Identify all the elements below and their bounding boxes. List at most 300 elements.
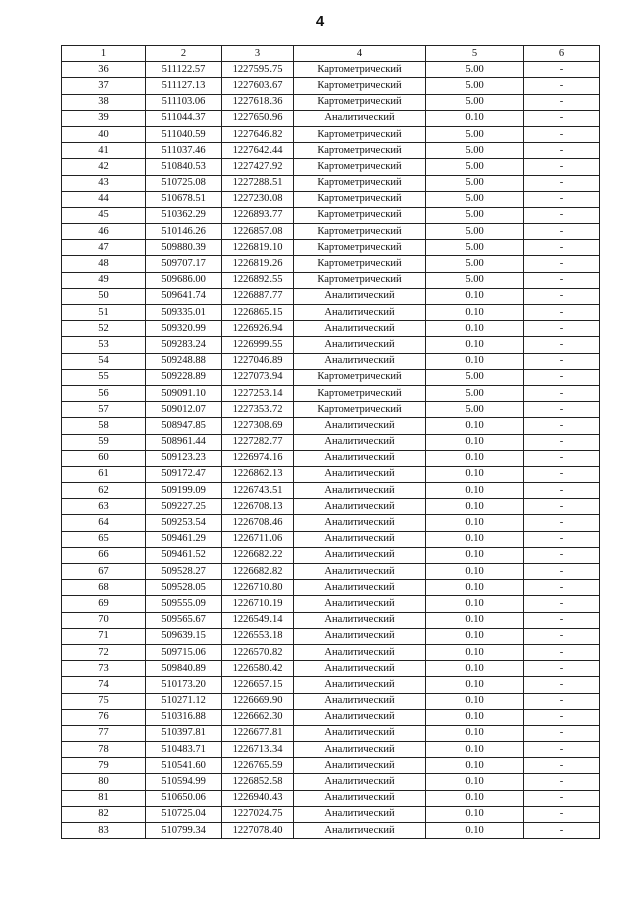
table-row <box>62 806 600 822</box>
table-cell: - <box>524 742 600 758</box>
table-cell: 0.10 <box>426 564 524 580</box>
table-cell: Аналитический <box>294 758 426 774</box>
table-cell: Картометрический <box>294 78 426 94</box>
table-cell: Аналитический <box>294 466 426 482</box>
table-row <box>62 94 600 110</box>
table-row <box>62 725 600 741</box>
table-cell: - <box>524 644 600 660</box>
table-cell: 509199.09 <box>146 483 222 499</box>
table-cell: Картометрический <box>294 207 426 223</box>
table-cell: - <box>524 94 600 110</box>
table-cell: - <box>524 628 600 644</box>
table-cell: 510362.29 <box>146 207 222 223</box>
table-cell: 509686.00 <box>146 272 222 288</box>
table-row <box>62 62 600 78</box>
table-cell: 5.00 <box>426 385 524 401</box>
table-cell: 78 <box>62 742 146 758</box>
table-cell: 5.00 <box>426 126 524 142</box>
table-cell: 38 <box>62 94 146 110</box>
table-cell: Аналитический <box>294 693 426 709</box>
table-cell: 1226819.10 <box>222 240 294 256</box>
table-cell: 82 <box>62 806 146 822</box>
table-cell: 66 <box>62 547 146 563</box>
table-cell: 5.00 <box>426 272 524 288</box>
table-row <box>62 418 600 434</box>
table-cell: Аналитический <box>294 531 426 547</box>
table-cell: 81 <box>62 790 146 806</box>
table-cell: 0.10 <box>426 709 524 725</box>
table-cell: - <box>524 110 600 126</box>
table-cell: 0.10 <box>426 580 524 596</box>
table-row <box>62 385 600 401</box>
table-cell: 509172.47 <box>146 466 222 482</box>
table-cell: 0.10 <box>426 644 524 660</box>
table-cell: Аналитический <box>294 580 426 596</box>
table-row <box>62 175 600 191</box>
table-row <box>62 644 600 660</box>
table-cell: 510594.99 <box>146 774 222 790</box>
table-row <box>62 790 600 806</box>
table-cell: - <box>524 337 600 353</box>
table-cell: 1226710.19 <box>222 596 294 612</box>
table-cell: - <box>524 159 600 175</box>
table-row <box>62 224 600 240</box>
table-cell: 1226999.55 <box>222 337 294 353</box>
table-cell: 0.10 <box>426 806 524 822</box>
header-cell: 2 <box>146 46 222 62</box>
table-cell: - <box>524 418 600 434</box>
table-cell: 509461.29 <box>146 531 222 547</box>
table-cell: Картометрический <box>294 175 426 191</box>
table-cell: 509707.17 <box>146 256 222 272</box>
table-cell: 5.00 <box>426 369 524 385</box>
table-cell: 1227073.94 <box>222 369 294 385</box>
table-cell: 42 <box>62 159 146 175</box>
table-cell: 1227646.82 <box>222 126 294 142</box>
table-cell: Картометрический <box>294 159 426 175</box>
table-cell: - <box>524 709 600 725</box>
table-row <box>62 774 600 790</box>
table-cell: Аналитический <box>294 774 426 790</box>
table-cell: - <box>524 240 600 256</box>
table-cell: 0.10 <box>426 661 524 677</box>
table-cell: Аналитический <box>294 321 426 337</box>
table-cell: 510678.51 <box>146 191 222 207</box>
table-cell: 0.10 <box>426 774 524 790</box>
table-cell: 509461.52 <box>146 547 222 563</box>
table-cell: - <box>524 305 600 321</box>
table-cell: 1226711.06 <box>222 531 294 547</box>
table-cell: Картометрический <box>294 240 426 256</box>
table-cell: Картометрический <box>294 191 426 207</box>
table-cell: - <box>524 126 600 142</box>
table-row <box>62 742 600 758</box>
table-row <box>62 661 600 677</box>
table-cell: 1227253.14 <box>222 385 294 401</box>
table-row <box>62 515 600 531</box>
table-cell: - <box>524 774 600 790</box>
table-cell: 1226857.08 <box>222 224 294 240</box>
table-cell: 74 <box>62 677 146 693</box>
table-cell: 1227618.36 <box>222 94 294 110</box>
table-row <box>62 823 600 839</box>
table-cell: - <box>524 191 600 207</box>
table-cell: - <box>524 207 600 223</box>
table-cell: 57 <box>62 402 146 418</box>
table-cell: 510316.88 <box>146 709 222 725</box>
table-cell: 511040.59 <box>146 126 222 142</box>
table-cell: 509528.05 <box>146 580 222 596</box>
table-cell: 75 <box>62 693 146 709</box>
table-cell: Картометрический <box>294 224 426 240</box>
table-cell: 0.10 <box>426 677 524 693</box>
table-cell: 1226553.18 <box>222 628 294 644</box>
table-cell: - <box>524 62 600 78</box>
table-cell: Аналитический <box>294 725 426 741</box>
table-cell: 1227353.72 <box>222 402 294 418</box>
table-cell: 61 <box>62 466 146 482</box>
table-cell: - <box>524 547 600 563</box>
table-cell: 1226580.42 <box>222 661 294 677</box>
table-cell: - <box>524 402 600 418</box>
table-cell: 509228.89 <box>146 369 222 385</box>
table-cell: 509320.99 <box>146 321 222 337</box>
table-cell: 0.10 <box>426 693 524 709</box>
table-cell: 1226708.46 <box>222 515 294 531</box>
table-cell: 508961.44 <box>146 434 222 450</box>
table-cell: Аналитический <box>294 823 426 839</box>
table-cell: 58 <box>62 418 146 434</box>
table-cell: 56 <box>62 385 146 401</box>
table-row <box>62 159 600 175</box>
table-cell: Аналитический <box>294 628 426 644</box>
table-body <box>62 62 600 839</box>
table-cell: 72 <box>62 644 146 660</box>
table-cell: 510541.60 <box>146 758 222 774</box>
table-cell: 509840.89 <box>146 661 222 677</box>
table-row <box>62 353 600 369</box>
table-cell: Аналитический <box>294 515 426 531</box>
header-cell: 6 <box>524 46 600 62</box>
table-cell: 0.10 <box>426 531 524 547</box>
table-cell: 1226657.15 <box>222 677 294 693</box>
table-cell: 0.10 <box>426 305 524 321</box>
table-cell: 509248.88 <box>146 353 222 369</box>
table-cell: 1226865.15 <box>222 305 294 321</box>
table-row <box>62 564 600 580</box>
table-row <box>62 693 600 709</box>
table-cell: 5.00 <box>426 94 524 110</box>
table-cell: 509565.67 <box>146 612 222 628</box>
table-cell: 511122.57 <box>146 62 222 78</box>
table-cell: 41 <box>62 143 146 159</box>
coordinates-table <box>61 45 600 839</box>
table-cell: 43 <box>62 175 146 191</box>
table-row <box>62 272 600 288</box>
table-row <box>62 709 600 725</box>
table-cell: 1226893.77 <box>222 207 294 223</box>
table-cell: - <box>524 385 600 401</box>
table-row <box>62 483 600 499</box>
table-cell: 59 <box>62 434 146 450</box>
table-cell: 0.10 <box>426 612 524 628</box>
table-cell: 1226662.30 <box>222 709 294 725</box>
table-cell: - <box>524 693 600 709</box>
table-cell: 0.10 <box>426 628 524 644</box>
table-row <box>62 547 600 563</box>
table-cell: 1226862.13 <box>222 466 294 482</box>
table-cell: 509091.10 <box>146 385 222 401</box>
table-cell: 0.10 <box>426 499 524 515</box>
table-cell: 509639.15 <box>146 628 222 644</box>
table-cell: 45 <box>62 207 146 223</box>
table-cell: 1227282.77 <box>222 434 294 450</box>
table-cell: 5.00 <box>426 175 524 191</box>
table-cell: Аналитический <box>294 790 426 806</box>
table-cell: 511037.46 <box>146 143 222 159</box>
table-cell: Картометрический <box>294 402 426 418</box>
table-row <box>62 369 600 385</box>
table-cell: - <box>524 321 600 337</box>
table-cell: 1226892.55 <box>222 272 294 288</box>
table-cell: 5.00 <box>426 159 524 175</box>
table-row <box>62 191 600 207</box>
table-cell: 67 <box>62 564 146 580</box>
table-cell: 1227308.69 <box>222 418 294 434</box>
table-row <box>62 612 600 628</box>
table-cell: 0.10 <box>426 288 524 304</box>
table-cell: 70 <box>62 612 146 628</box>
table-cell: 510840.53 <box>146 159 222 175</box>
table-cell: 1227595.75 <box>222 62 294 78</box>
table-cell: 40 <box>62 126 146 142</box>
table-cell: 509880.39 <box>146 240 222 256</box>
header-cell: 3 <box>222 46 294 62</box>
table-cell: - <box>524 450 600 466</box>
table-cell: 37 <box>62 78 146 94</box>
table-cell: 509715.06 <box>146 644 222 660</box>
table-cell: 47 <box>62 240 146 256</box>
table-cell: Аналитический <box>294 742 426 758</box>
table-cell: - <box>524 580 600 596</box>
table-cell: 511127.13 <box>146 78 222 94</box>
table-cell: - <box>524 256 600 272</box>
table-cell: 509555.09 <box>146 596 222 612</box>
table-row <box>62 240 600 256</box>
table-cell: 0.10 <box>426 515 524 531</box>
table-cell: 509012.07 <box>146 402 222 418</box>
table-cell: 0.10 <box>426 790 524 806</box>
table-cell: Аналитический <box>294 644 426 660</box>
table-cell: Аналитический <box>294 547 426 563</box>
table-cell: 50 <box>62 288 146 304</box>
table-cell: - <box>524 466 600 482</box>
table-row <box>62 434 600 450</box>
table-cell: 36 <box>62 62 146 78</box>
table-cell: 68 <box>62 580 146 596</box>
table-cell: Аналитический <box>294 709 426 725</box>
table-cell: Картометрический <box>294 94 426 110</box>
table-cell: 1227078.40 <box>222 823 294 839</box>
table-cell: 1227230.08 <box>222 191 294 207</box>
table-cell: 5.00 <box>426 62 524 78</box>
table-row <box>62 628 600 644</box>
table-row <box>62 337 600 353</box>
table-row <box>62 499 600 515</box>
table-cell: - <box>524 369 600 385</box>
table-cell: 0.10 <box>426 337 524 353</box>
table-cell: 51 <box>62 305 146 321</box>
table-cell: 1226887.77 <box>222 288 294 304</box>
table-cell: - <box>524 272 600 288</box>
table-cell: 55 <box>62 369 146 385</box>
table-row <box>62 143 600 159</box>
table-cell: 5.00 <box>426 207 524 223</box>
table-row <box>62 677 600 693</box>
table-cell: 1226974.16 <box>222 450 294 466</box>
table-cell: 511044.37 <box>146 110 222 126</box>
table-cell: - <box>524 175 600 191</box>
table-cell: 5.00 <box>426 402 524 418</box>
table-cell: 510650.06 <box>146 790 222 806</box>
table-cell: Картометрический <box>294 143 426 159</box>
table-cell: Аналитический <box>294 353 426 369</box>
table-cell: Аналитический <box>294 337 426 353</box>
table-cell: - <box>524 515 600 531</box>
table-cell: 1226743.51 <box>222 483 294 499</box>
table-cell: 1226765.59 <box>222 758 294 774</box>
table-cell: - <box>524 806 600 822</box>
table-cell: Картометрический <box>294 256 426 272</box>
table-cell: 62 <box>62 483 146 499</box>
table-cell: - <box>524 78 600 94</box>
table-row <box>62 450 600 466</box>
table-cell: - <box>524 353 600 369</box>
table-cell: 1227024.75 <box>222 806 294 822</box>
table-row <box>62 466 600 482</box>
table-cell: 5.00 <box>426 191 524 207</box>
table-cell: 69 <box>62 596 146 612</box>
table-cell: Аналитический <box>294 483 426 499</box>
table-row <box>62 288 600 304</box>
table-cell: Аналитический <box>294 288 426 304</box>
table-cell: 1226570.82 <box>222 644 294 660</box>
table-cell: Аналитический <box>294 450 426 466</box>
table-cell: 0.10 <box>426 450 524 466</box>
table-cell: 1227427.92 <box>222 159 294 175</box>
table-cell: 510271.12 <box>146 693 222 709</box>
table-cell: 44 <box>62 191 146 207</box>
table-cell: 60 <box>62 450 146 466</box>
table-cell: 48 <box>62 256 146 272</box>
table-cell: 0.10 <box>426 758 524 774</box>
table-cell: 509335.01 <box>146 305 222 321</box>
table-cell: 509528.27 <box>146 564 222 580</box>
table-cell: 80 <box>62 774 146 790</box>
header-row <box>62 46 600 62</box>
table-cell: 83 <box>62 823 146 839</box>
table-row <box>62 531 600 547</box>
table-cell: Картометрический <box>294 62 426 78</box>
table-cell: 1226669.90 <box>222 693 294 709</box>
table-cell: 1227603.67 <box>222 78 294 94</box>
table-cell: - <box>524 823 600 839</box>
table-cell: Картометрический <box>294 126 426 142</box>
table-cell: 39 <box>62 110 146 126</box>
table-cell: 510146.26 <box>146 224 222 240</box>
table-cell: 0.10 <box>426 321 524 337</box>
table-cell: 510173.20 <box>146 677 222 693</box>
table-row <box>62 78 600 94</box>
table-row <box>62 321 600 337</box>
table-cell: 1226819.26 <box>222 256 294 272</box>
table-cell: - <box>524 499 600 515</box>
table-cell: Аналитический <box>294 612 426 628</box>
table-cell: - <box>524 596 600 612</box>
table-cell: 510725.04 <box>146 806 222 822</box>
header-cell: 5 <box>426 46 524 62</box>
table-cell: 79 <box>62 758 146 774</box>
table-cell: 510397.81 <box>146 725 222 741</box>
table-cell: - <box>524 531 600 547</box>
table-cell: 1226677.81 <box>222 725 294 741</box>
table-cell: Аналитический <box>294 806 426 822</box>
table-cell: 63 <box>62 499 146 515</box>
table-cell: Картометрический <box>294 272 426 288</box>
table-cell: 0.10 <box>426 547 524 563</box>
table-cell: - <box>524 661 600 677</box>
table-cell: - <box>524 612 600 628</box>
table-cell: 509283.24 <box>146 337 222 353</box>
table-cell: 1227046.89 <box>222 353 294 369</box>
table-cell: Картометрический <box>294 385 426 401</box>
table-cell: - <box>524 483 600 499</box>
table-cell: 64 <box>62 515 146 531</box>
table-cell: 1227642.44 <box>222 143 294 159</box>
table-cell: 0.10 <box>426 353 524 369</box>
table-row <box>62 305 600 321</box>
table-row <box>62 580 600 596</box>
table-cell: 1226708.13 <box>222 499 294 515</box>
table-cell: 0.10 <box>426 466 524 482</box>
table-cell: 1226940.43 <box>222 790 294 806</box>
table-cell: 0.10 <box>426 418 524 434</box>
table-cell: 508947.85 <box>146 418 222 434</box>
table-cell: 0.10 <box>426 725 524 741</box>
table-cell: - <box>524 143 600 159</box>
table-cell: 0.10 <box>426 434 524 450</box>
table-cell: - <box>524 564 600 580</box>
table-cell: 510483.71 <box>146 742 222 758</box>
table-cell: 46 <box>62 224 146 240</box>
table-row <box>62 126 600 142</box>
table-cell: - <box>524 677 600 693</box>
table-cell: 509641.74 <box>146 288 222 304</box>
table-cell: 509123.23 <box>146 450 222 466</box>
table-cell: Аналитический <box>294 305 426 321</box>
table-cell: 0.10 <box>426 823 524 839</box>
table-cell: 65 <box>62 531 146 547</box>
table-cell: Аналитический <box>294 434 426 450</box>
table-cell: 5.00 <box>426 240 524 256</box>
table-row <box>62 596 600 612</box>
table-cell: 1226682.22 <box>222 547 294 563</box>
table-cell: 5.00 <box>426 78 524 94</box>
table-cell: 5.00 <box>426 224 524 240</box>
table-cell: 54 <box>62 353 146 369</box>
table-cell: 71 <box>62 628 146 644</box>
table-cell: 1226682.82 <box>222 564 294 580</box>
